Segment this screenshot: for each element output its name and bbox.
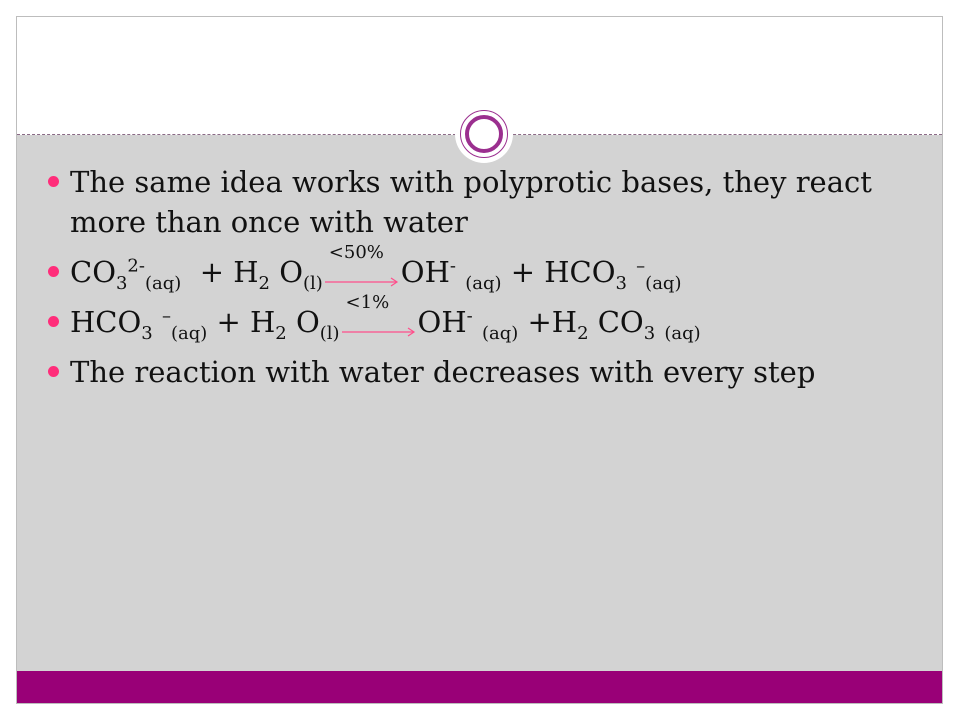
reaction-arrow: <1% xyxy=(340,302,418,332)
bullet-item-4 xyxy=(30,352,890,392)
bullet-item-1 xyxy=(30,162,890,242)
bullet-text: The reaction with water decreases with every step xyxy=(70,355,816,389)
bullet-dot-icon xyxy=(48,316,59,327)
reaction-arrow: <50% xyxy=(323,252,401,282)
bullet-dot-icon xyxy=(48,366,59,377)
bullet-item-2 xyxy=(30,242,890,294)
equation-bicarbonate: $HCO_3$ $^-_{(aq)} + H_2$ $O_{(l)}$ <1% OH- $_{(aq)} +H_2$ $CO_3$ $_{(aq)}$ xyxy=(70,292,701,344)
equation-carbonate: $CO_3^{2-}_{(aq)} + H_2$ $O_{(l)}$ <50% OH- $_{(aq)} + HCO_3$ –$_{(aq)}$ xyxy=(70,242,682,294)
circle-ornament-icon xyxy=(455,105,513,163)
ornament-inner-ring xyxy=(465,115,503,153)
footer-bar xyxy=(17,671,942,703)
arrow-right-icon xyxy=(323,276,401,288)
bullet-dot-icon xyxy=(48,176,59,187)
bullet-dot-icon xyxy=(48,266,59,277)
bullet-item-3 xyxy=(30,292,890,344)
bullet-text: The same idea works with polyprotic bases, they react more than once with water xyxy=(70,165,872,239)
bullet-list xyxy=(30,162,890,402)
arrow-right-icon xyxy=(340,326,418,338)
